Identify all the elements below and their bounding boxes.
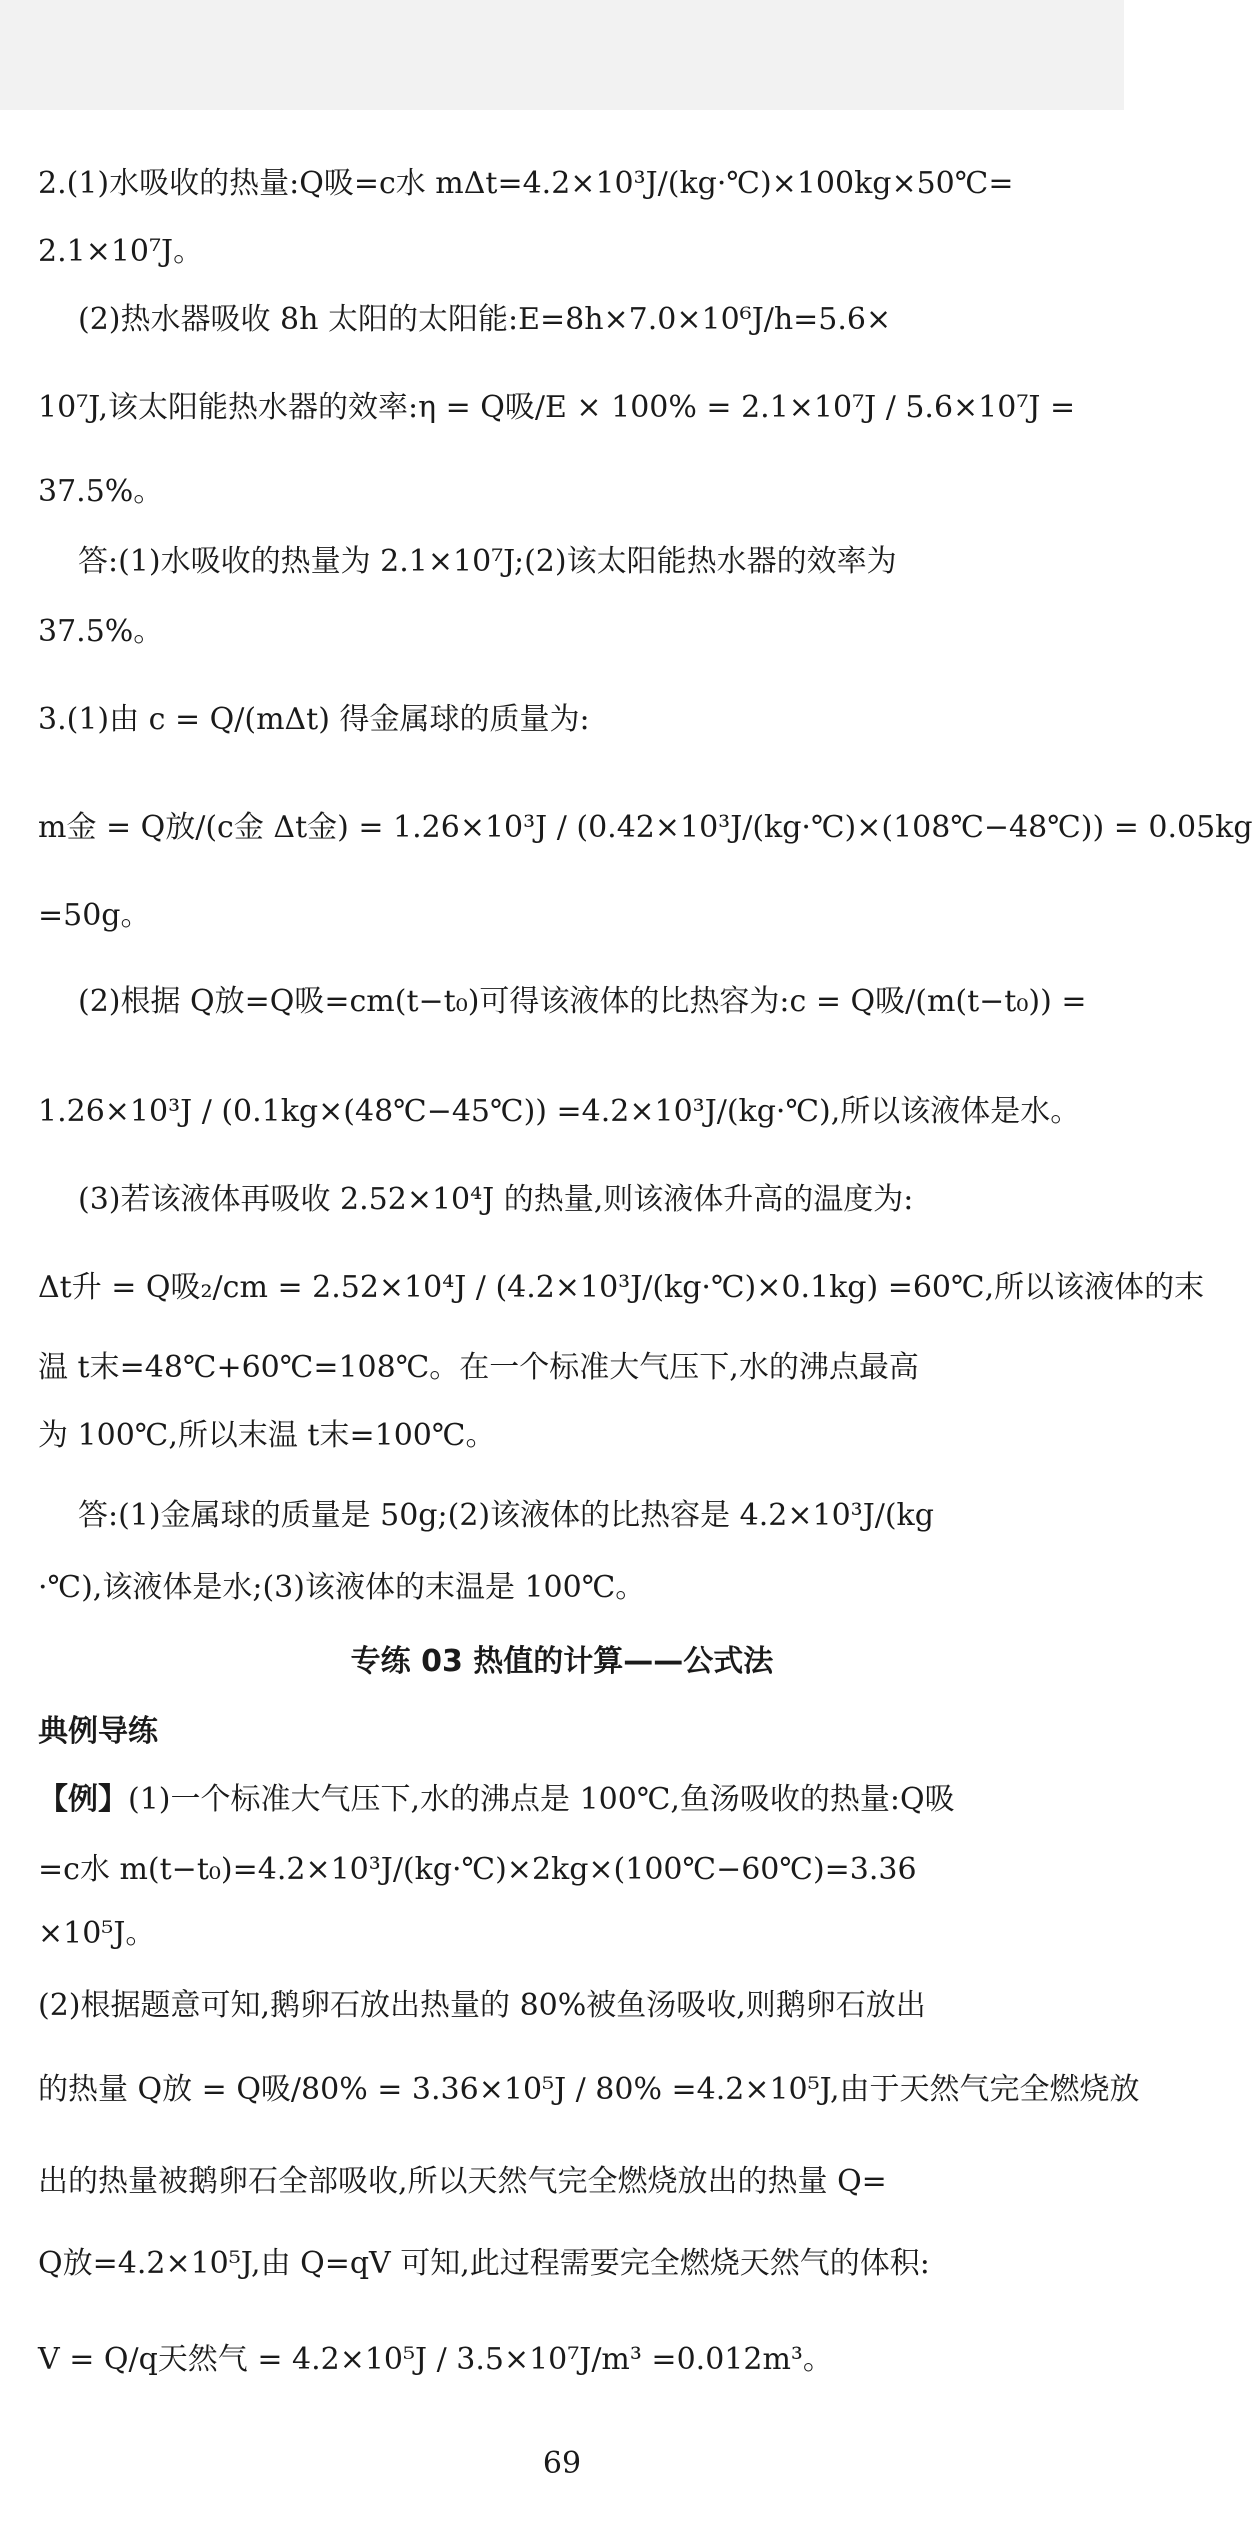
example-line-2: =c水 m(t−t₀)=4.2×10³J/(kg·℃)×2kg×(100℃−60℃)=3.36 [38, 1852, 917, 1887]
answer-2-summary-2: 37.5%。 [38, 614, 164, 649]
page-number: 69 [542, 2446, 582, 2481]
example-line-8: V = Q/q天然气 = 4.2×10⁵J / 3.5×10⁷J/m³ =0.012m³。 [38, 2342, 833, 2377]
example-tag: 【例】 [38, 1782, 128, 1817]
answer-3-summary-2: ·℃),该液体是水;(3)该液体的末温是 100℃。 [38, 1570, 646, 1605]
answer-2-line-1: 2.(1)水吸收的热量:Q吸=c水 mΔt=4.2×10³J/(kg·℃)×100kg×50℃= [38, 166, 1014, 201]
answer-3-line-3: =50g。 [38, 898, 151, 933]
example-line-3: ×10⁵J。 [38, 1916, 156, 1951]
example-line-1-text: (1)一个标准大气压下,水的沸点是 100℃,鱼汤吸收的热量:Q吸 [128, 1782, 955, 1817]
example-line-4: (2)根据题意可知,鹅卵石放出热量的 80%被鱼汤吸收,则鹅卵石放出 [38, 1988, 926, 2023]
answer-3-summary-1: 答:(1)金属球的质量是 50g;(2)该液体的比热容是 4.2×10³J/(kg [78, 1498, 934, 1533]
answer-3-line-2: m金 = Q放/(c金 Δt金) = 1.26×10³J / (0.42×10³J/(kg·℃)×(108℃−48℃)) = 0.05kg [38, 810, 1253, 845]
answer-2-line-2: 2.1×10⁷J。 [38, 234, 204, 269]
answer-2-line-5: 37.5%。 [38, 474, 164, 509]
answer-3-line-5: 1.26×10³J / (0.1kg×(48℃−45℃)) =4.2×10³J/(kg·℃),所以该液体是水。 [38, 1094, 1081, 1129]
top-margin [0, 0, 1124, 110]
answer-3-line-1: 3.(1)由 c = Q/(mΔt) 得金属球的质量为: [38, 702, 590, 737]
answer-3-line-6: (3)若该液体再吸收 2.52×10⁴J 的热量,则该液体升高的温度为: [78, 1182, 914, 1217]
example-line-7: Q放=4.2×10⁵J,由 Q=qV 可知,此过程需要完全燃烧天然气的体积: [38, 2246, 930, 2281]
example-line-5: 的热量 Q放 = Q吸/80% = 3.36×10⁵J / 80% =4.2×10⁵J,由于天然气完全燃烧放 [38, 2072, 1140, 2107]
example-line-6: 出的热量被鹅卵石全部吸收,所以天然气完全燃烧放出的热量 Q= [38, 2164, 887, 2199]
answer-2-line-4: 10⁷J,该太阳能热水器的效率:η = Q吸/E × 100% = 2.1×10⁷J / 5.6×10⁷J = [38, 390, 1076, 425]
answer-3-line-9: 为 100℃,所以末温 t末=100℃。 [38, 1418, 496, 1453]
subheading: 典例导练 [38, 1714, 158, 1749]
answer-3-line-7: Δt升 = Q吸₂/cm = 2.52×10⁴J / (4.2×10³J/(kg·℃)×0.1kg) =60℃,所以该液体的末 [38, 1270, 1205, 1305]
answer-2-line-3: (2)热水器吸收 8h 太阳的太阳能:E=8h×7.0×10⁶J/h=5.6× [78, 302, 892, 337]
answer-3-line-8: 温 t末=48℃+60℃=108℃。在一个标准大气压下,水的沸点最高 [38, 1350, 919, 1385]
section-title: 专练 03 热值的计算——公式法 [350, 1644, 774, 1679]
answer-3-line-4: (2)根据 Q放=Q吸=cm(t−t₀)可得该液体的比热容为:c = Q吸/(m(t−t₀)) = [78, 984, 1087, 1019]
answer-2-summary-1: 答:(1)水吸收的热量为 2.1×10⁷J;(2)该太阳能热水器的效率为 [78, 544, 897, 579]
example-line-1 [38, 1780, 1088, 1820]
